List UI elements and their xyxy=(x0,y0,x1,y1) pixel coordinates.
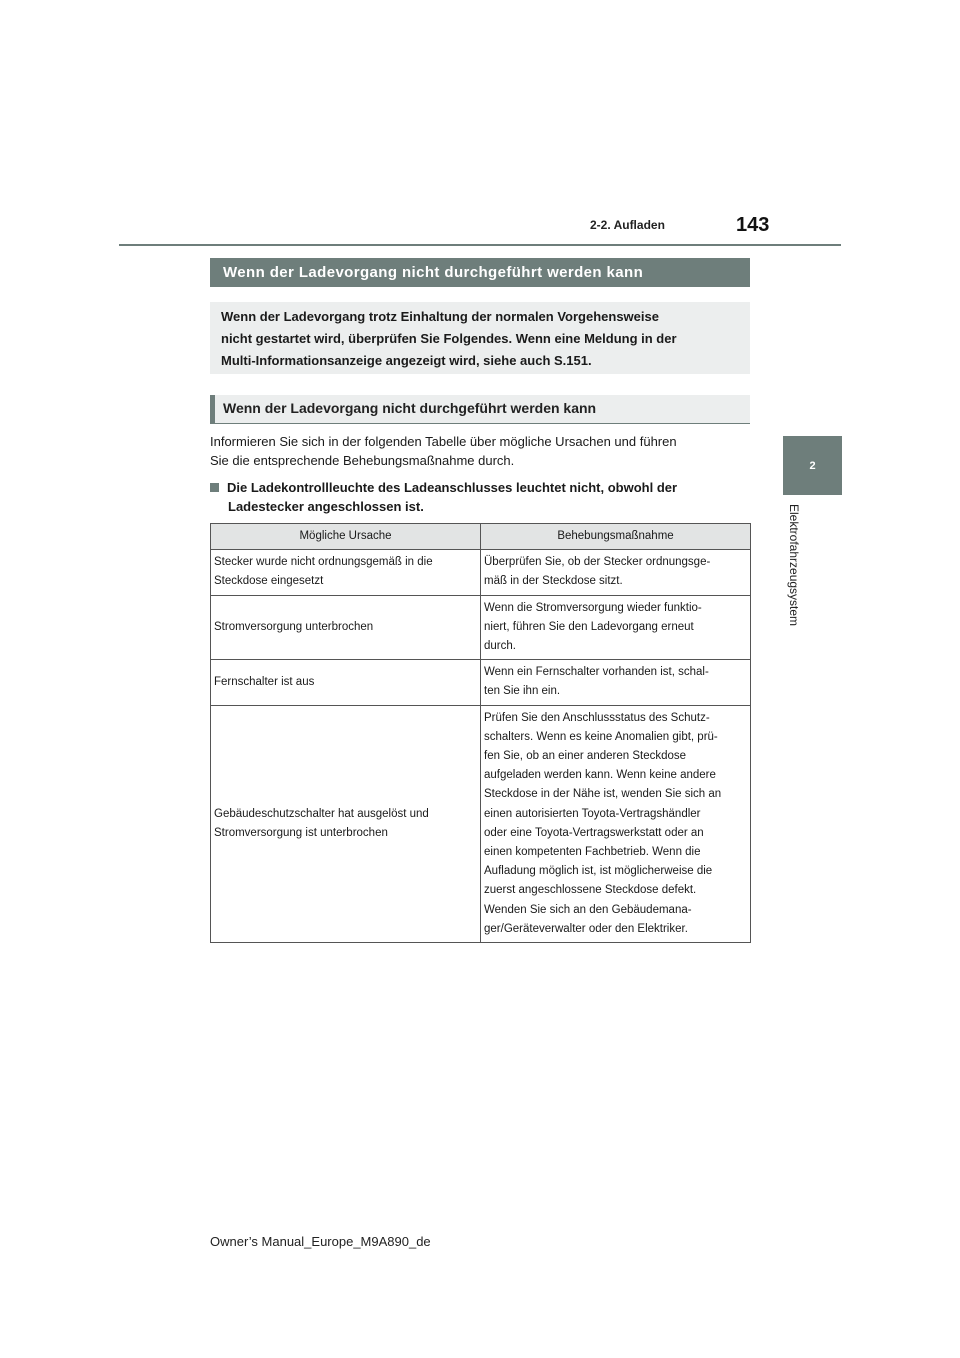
cell-line: Aufladung möglich ist, ist möglicherweise die xyxy=(484,865,713,878)
cell-line: durch. xyxy=(484,640,516,653)
cell-line: Steckdose eingesetzt xyxy=(214,575,324,588)
cell-line: einen autorisierten Toyota-Vertragshändler xyxy=(484,807,701,820)
main-heading-text: Wenn der Ladevorgang nicht durchgeführt werden kann xyxy=(223,264,644,281)
cell-line: einen kompetenten Fachbetrieb. Wenn die xyxy=(484,846,701,859)
bullet-item xyxy=(210,478,750,516)
intro-line: nicht gestartet wird, überprüfen Sie Folgendes. Wenn eine Meldung in der xyxy=(221,331,677,346)
cell-line: Überprüfen Sie, ob der Stecker ordnungsge- xyxy=(484,556,711,569)
cause-cell xyxy=(211,595,481,660)
table-row xyxy=(211,660,751,705)
cause-cell xyxy=(211,660,481,705)
cell-line: Stromversorgung unterbrochen xyxy=(214,620,374,633)
intro-box xyxy=(210,302,750,374)
table-header-row xyxy=(211,524,751,550)
intro-line: Wenn der Ladevorgang trotz Einhaltung der normalen Vorgehensweise xyxy=(221,309,659,324)
chapter-label xyxy=(784,504,806,654)
header-rule xyxy=(119,244,841,246)
column-header-remedy: Behebungsmaßnahme xyxy=(481,524,751,550)
remedy-cell xyxy=(481,705,751,942)
cell-line: Gebäudeschutzschalter hat ausgelöst und xyxy=(214,807,429,820)
section-label: 2-2. Aufladen xyxy=(590,218,665,232)
cell-line: Fernschalter ist aus xyxy=(214,675,315,688)
table-row xyxy=(211,595,751,660)
cell-line: fen Sie, ob an einer anderen Steckdose xyxy=(484,750,687,763)
body-line: Sie die entsprechende Behebungsmaßnahme durch. xyxy=(210,453,515,468)
cell-line: Stecker wurde nicht ordnungsgemäß in die xyxy=(214,556,433,569)
cause-cell xyxy=(211,705,481,942)
body-paragraph xyxy=(210,432,750,470)
cell-line: niert, führen Sie den Ladevorgang erneut xyxy=(484,620,694,633)
chapter-tab xyxy=(783,436,842,495)
cell-line: ten Sie ihn ein. xyxy=(484,685,561,698)
body-line: Informieren Sie sich in der folgenden Tabelle über mögliche Ursachen und führen xyxy=(210,434,677,449)
bullet-line: Die Ladekontrollleuchte des Ladeanschlusses leuchtet nicht, obwohl der xyxy=(227,480,678,495)
remedy-cell xyxy=(481,660,751,705)
cell-line: Wenn die Stromversorgung wieder funktio- xyxy=(484,601,702,614)
cell-line: schalters. Wenn es keine Anomalien gibt, prü- xyxy=(484,730,718,743)
cell-line: aufgeladen werden kann. Wenn keine andere xyxy=(484,769,716,782)
cell-line: Stromversorgung ist unterbrochen xyxy=(214,826,388,839)
intro-line: Multi-Informationsanzeige angezeigt wird, siehe auch S.151. xyxy=(221,353,592,368)
main-heading xyxy=(210,258,750,287)
remedy-cell xyxy=(481,595,751,660)
table-row xyxy=(211,705,751,942)
cell-line: Wenden Sie sich an den Gebäudemana- xyxy=(484,903,692,916)
sub-heading xyxy=(210,395,750,424)
cell-line: mäß in der Steckdose sitzt. xyxy=(484,575,623,588)
cause-cell xyxy=(211,550,481,595)
cell-line: zuerst angeschlossene Steckdose defekt. xyxy=(484,884,697,897)
footer-text: Owner’s Manual_Europe_M9A890_de xyxy=(210,1234,431,1249)
sub-heading-bar xyxy=(210,395,215,424)
chapter-number: 2 xyxy=(809,459,816,472)
troubleshooting-table xyxy=(210,523,751,943)
page-number: 143 xyxy=(736,214,770,236)
remedy-cell xyxy=(481,550,751,595)
column-header-cause: Mögliche Ursache xyxy=(211,524,481,550)
cell-line: Prüfen Sie den Anschlussstatus des Schutz- xyxy=(484,711,710,724)
cell-line: Steckdose in der Nähe ist, wenden Sie sich an xyxy=(484,788,722,801)
cell-line: oder eine Toyota-Vertragswerkstatt oder an xyxy=(484,826,704,839)
bullet-line: Ladestecker angeschlossen ist. xyxy=(228,499,424,514)
cell-line: ger/Geräteverwalter oder den Elektriker. xyxy=(484,922,688,935)
square-bullet-icon xyxy=(210,483,219,492)
sub-heading-text: Wenn der Ladevorgang nicht durchgeführt werden kann xyxy=(223,400,597,416)
table-row xyxy=(211,550,751,595)
cell-line: Wenn ein Fernschalter vorhanden ist, schal- xyxy=(484,666,709,679)
chapter-label-text: Elektrofahrzeugsystem xyxy=(787,504,801,627)
